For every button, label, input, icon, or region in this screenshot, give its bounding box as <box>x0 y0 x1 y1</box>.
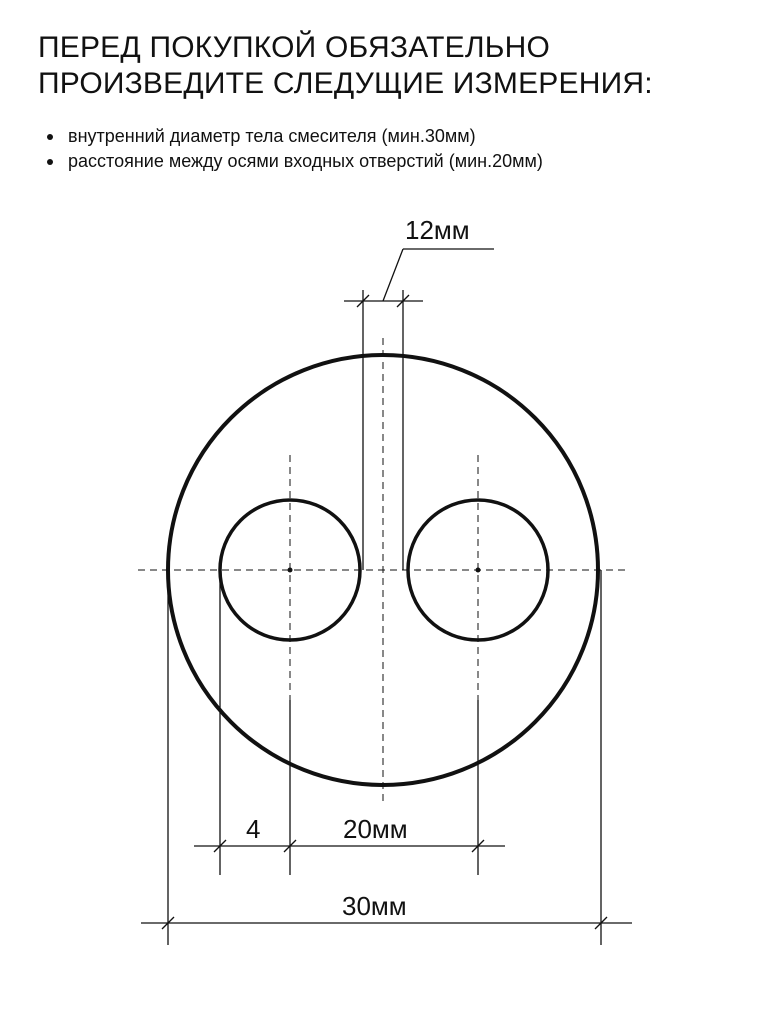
offset-label: 4 <box>246 814 261 844</box>
gap-leader <box>383 249 403 301</box>
requirement-item: внутренний диаметр тела смесителя (мин.30мм) <box>44 124 724 149</box>
diameter-dimension <box>141 570 632 945</box>
diameter-label: 30мм <box>342 891 407 921</box>
gap-label: 12мм <box>405 215 470 245</box>
gap-dimension <box>344 249 494 570</box>
axis-distance-label: 20мм <box>343 814 408 844</box>
center-lines <box>138 338 630 805</box>
title-line-2: ПРОИЗВЕДИТЕ СЛЕДУЩИЕ ИЗМЕРЕНИЯ: <box>38 67 653 100</box>
left-hole-center-point <box>288 568 293 573</box>
right-hole-center-point <box>476 568 481 573</box>
title-line-1: ПЕРЕД ПОКУПКОЙ ОБЯЗАТЕЛЬНО <box>38 31 550 64</box>
requirement-item: расстояние между осями входных отверстий (мин.20мм) <box>44 149 724 174</box>
